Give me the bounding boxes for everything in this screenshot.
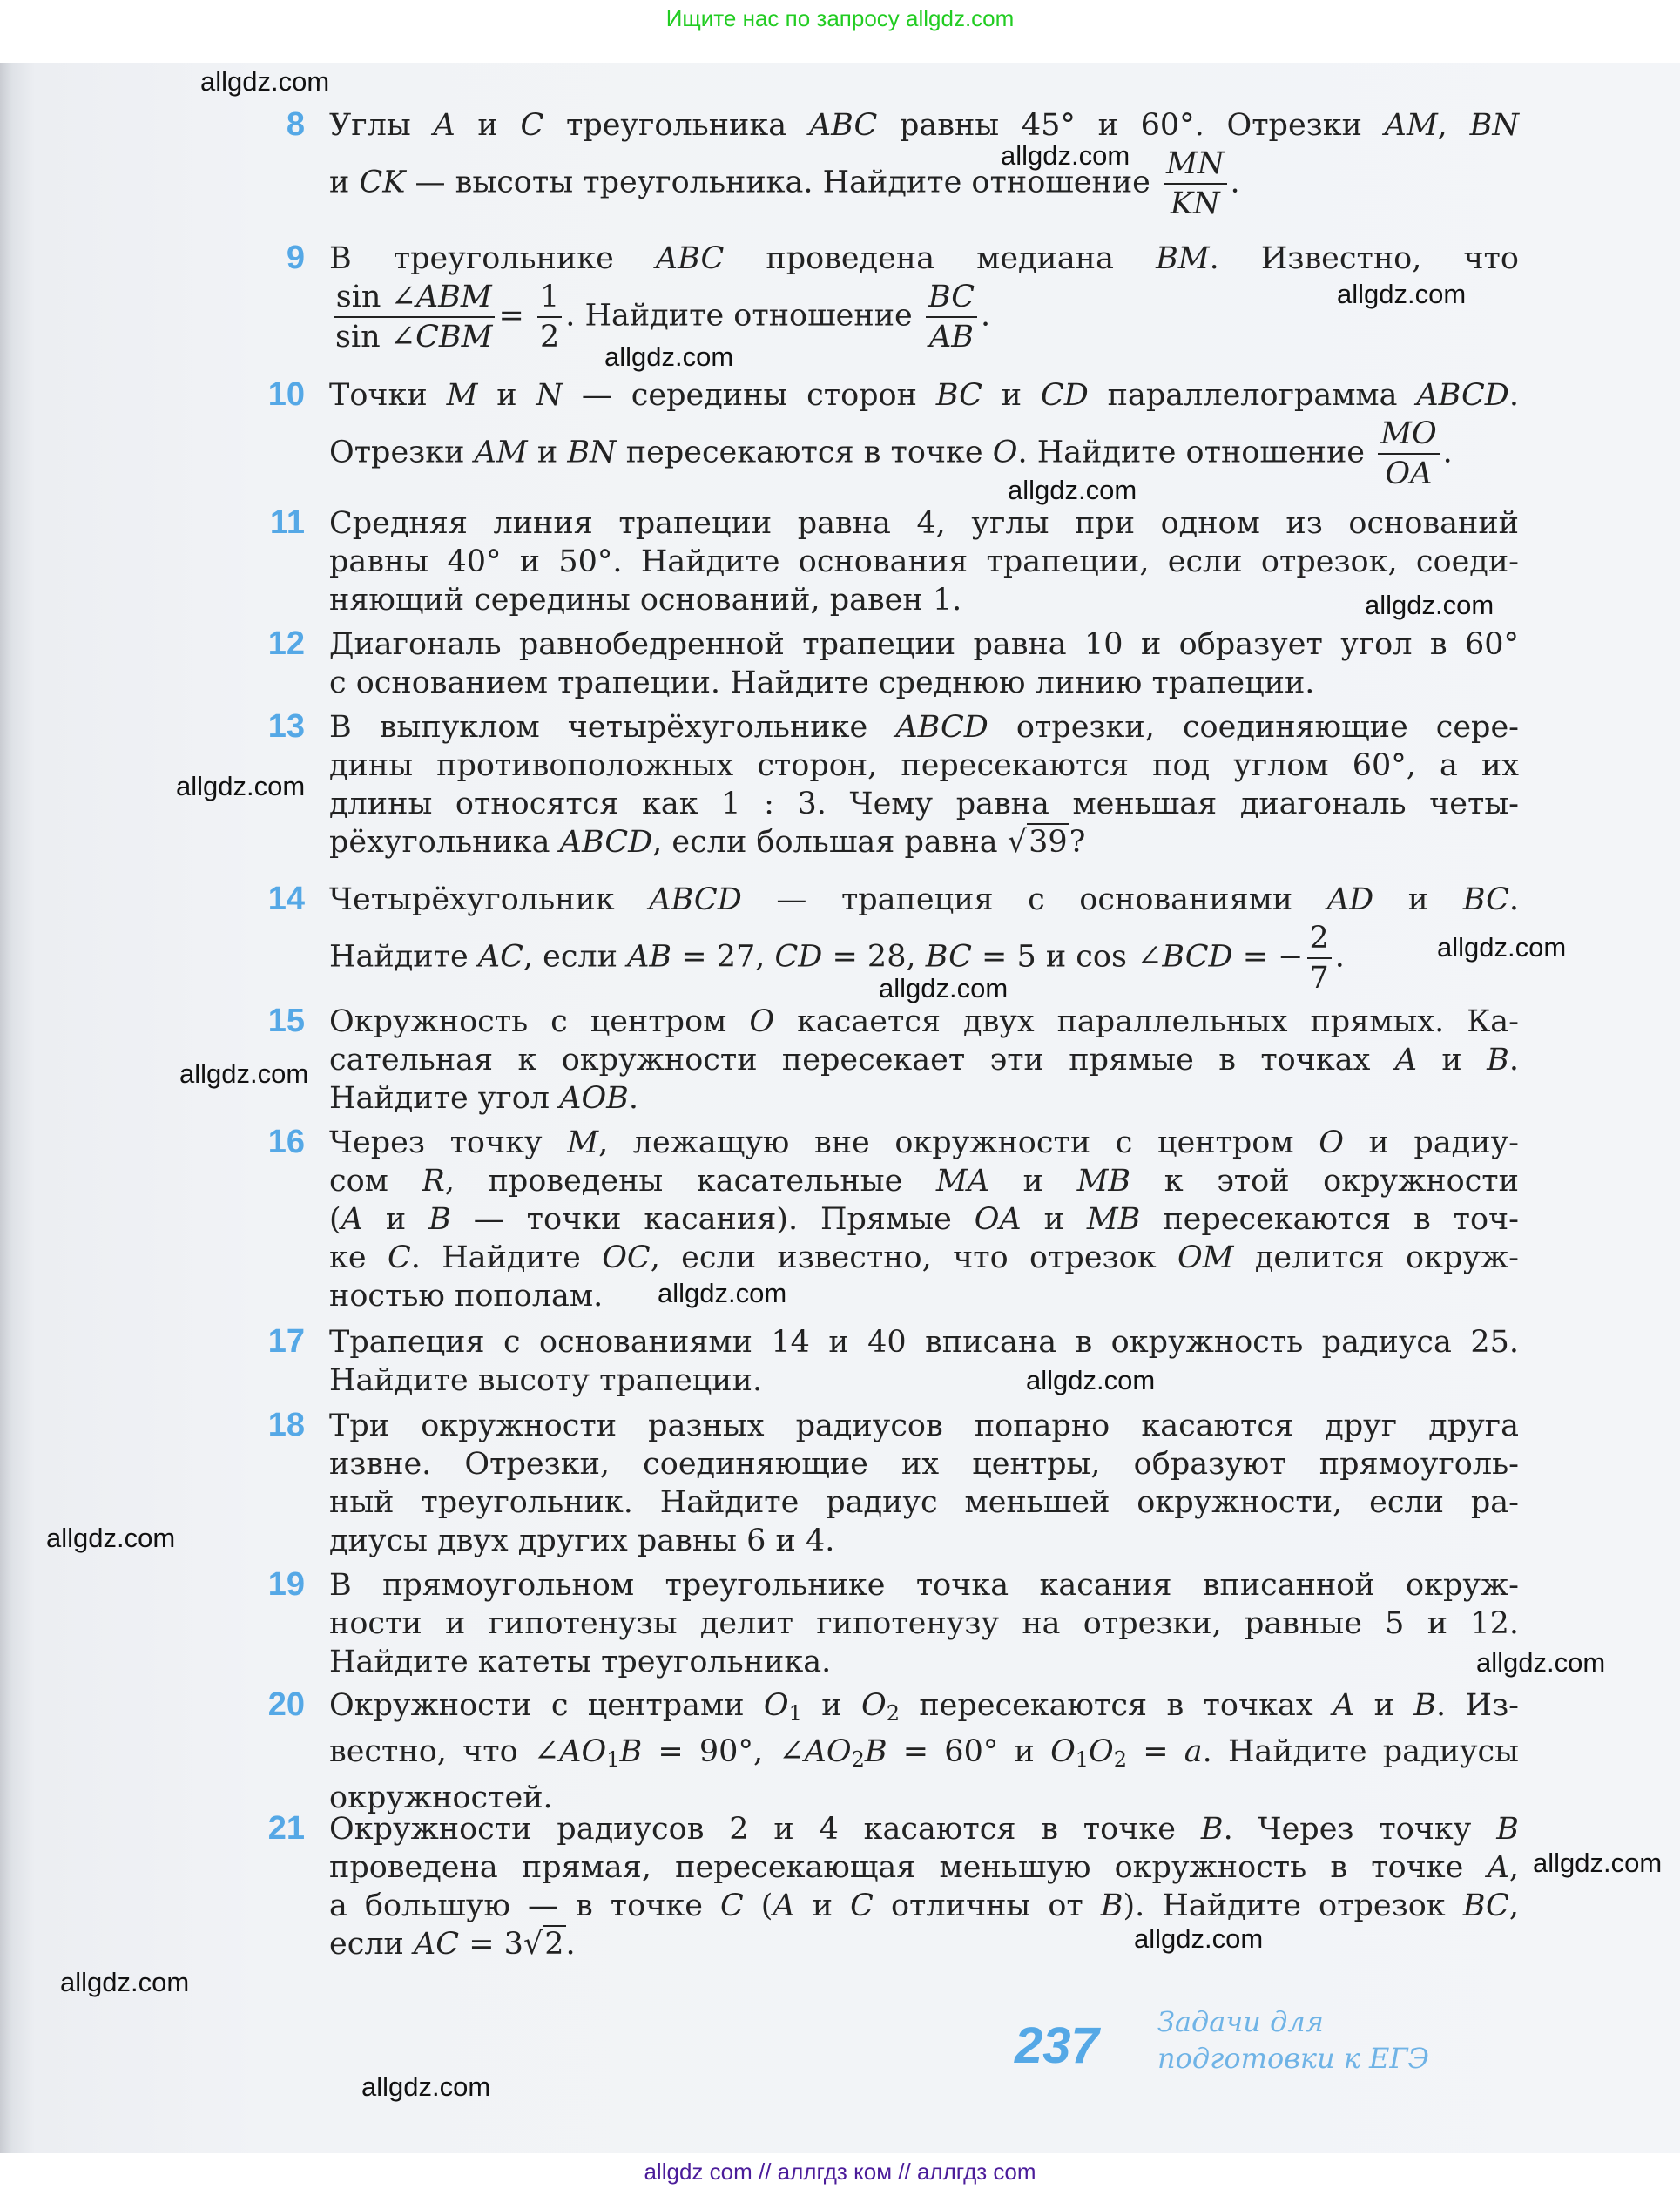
problem-number: 19	[267, 1566, 305, 1603]
math-variable: CD	[774, 939, 823, 975]
problem-text-line	[329, 881, 1519, 919]
problem-number: 14	[267, 881, 305, 917]
text-segment: Найдите высоту трапеции.	[329, 1363, 763, 1398]
text-segment: к этой окружности	[1130, 1164, 1519, 1199]
problem-number: 10	[267, 376, 305, 413]
text-segment: Отрезки	[329, 435, 475, 470]
math-variable: B	[1100, 1888, 1123, 1923]
fraction-denominator	[1307, 959, 1332, 997]
bottom-banner[interactable]: allgdz com // аллгдз ком // аллгдз com	[644, 2159, 1036, 2185]
text-segment: — точки касания). Прямые	[450, 1202, 975, 1237]
math-variable: O	[1319, 1125, 1344, 1160]
text-segment: , лежащую вне окружности с центром	[598, 1125, 1319, 1160]
math-variable: BC	[1462, 882, 1509, 917]
math-variable: B	[1496, 1812, 1519, 1847]
watermark: allgdz.com	[1365, 590, 1494, 620]
watermark: allgdz.com	[1008, 475, 1137, 505]
math-variable: O	[992, 435, 1018, 470]
page-number: 237	[1015, 2017, 1099, 2074]
watermark: allgdz.com	[200, 66, 330, 97]
fraction	[1307, 919, 1332, 997]
math-variable: CBM	[415, 320, 493, 355]
subscript: 2	[1113, 1747, 1128, 1772]
text-segment: извне. Отрезки, соединяющие их центры, образуют прямоуголь-	[329, 1447, 1519, 1482]
problem-text-line	[329, 1323, 1519, 1361]
text-segment: В треугольнике	[329, 241, 656, 276]
subscript: 1	[788, 1701, 802, 1726]
fraction-denominator	[927, 318, 976, 356]
text-segment: пересекаются в точке	[616, 435, 993, 470]
text-segment: sin ∠	[335, 320, 416, 355]
text-segment: и	[989, 1164, 1077, 1199]
math-variable: O	[1050, 1734, 1076, 1769]
text-segment: , проведены касательные	[444, 1164, 936, 1199]
text-segment: и	[982, 378, 1041, 413]
watermark: allgdz.com	[1337, 279, 1467, 309]
text-segment: В выпуклом четырёхугольнике	[329, 710, 896, 745]
problem-text-line	[329, 625, 1519, 664]
problem-12	[267, 625, 1519, 702]
watermark: allgdz.com	[176, 771, 306, 801]
math-variable: ABM	[415, 280, 492, 314]
text-segment: Точки	[329, 378, 447, 413]
problem-number: 12	[267, 625, 305, 662]
problem-text-line	[329, 664, 1519, 702]
section-title-line: Задачи для	[1157, 2005, 1324, 2038]
text-segment: .	[1334, 939, 1345, 975]
text-segment: , если	[523, 939, 628, 975]
problem-text-line	[329, 1686, 1519, 1733]
math-variable: ABC	[808, 108, 878, 143]
text-segment: окружностей.	[329, 1780, 553, 1815]
math-variable: ABCD	[1416, 378, 1509, 413]
text-segment: .	[1442, 435, 1453, 470]
problem-19	[267, 1566, 1519, 1681]
problem-text-line	[329, 708, 1519, 747]
watermark: allgdz.com	[1533, 1848, 1663, 1878]
problem-18	[267, 1407, 1519, 1560]
problem-text-line	[329, 504, 1519, 543]
math-variable: ABCD	[559, 825, 653, 860]
text-segment: рёхугольника	[329, 825, 560, 860]
radical-sign-icon: √	[1007, 825, 1028, 860]
fraction	[1164, 145, 1226, 223]
math-variable: B	[619, 1734, 643, 1769]
math-variable: AM	[1384, 108, 1438, 143]
problem-number: 13	[267, 708, 305, 745]
fraction	[1378, 415, 1440, 493]
math-variable: A	[341, 1202, 363, 1237]
watermark: allgdz.com	[1026, 1365, 1156, 1395]
text-segment: .	[1508, 1043, 1519, 1078]
problem-text-line	[329, 1277, 1519, 1315]
text-segment: няющий середины оснований, равен 1.	[329, 583, 962, 618]
watermark: allgdz.com	[1437, 932, 1567, 963]
problem-number: 18	[267, 1407, 305, 1443]
text-segment: Трапеция с основаниями 14 и 40 вписана в окружность радиуса 25.	[329, 1325, 1519, 1360]
problem-text-line	[329, 1079, 1519, 1118]
text-segment: сательная к окружности пересекает эти прямые в точках	[329, 1043, 1395, 1078]
text-segment: и	[329, 165, 360, 200]
math-variable: AC	[414, 1927, 460, 1962]
text-segment: отрезки, соединяющие сере-	[988, 710, 1519, 745]
watermark: allgdz.com	[879, 973, 1009, 1003]
math-variable: ABCD	[895, 710, 988, 745]
fraction	[333, 278, 496, 356]
math-variable: A	[1332, 1688, 1355, 1723]
watermark: allgdz.com	[658, 1278, 787, 1308]
fraction	[537, 278, 562, 356]
fraction-denominator	[537, 318, 562, 356]
section-title-line: подготовки к ЕГЭ	[1157, 2042, 1430, 2075]
math-variable: AB	[627, 939, 672, 975]
problem-number: 8	[286, 106, 305, 143]
fraction-numerator	[926, 278, 977, 318]
math-variable: AB	[928, 320, 974, 355]
watermark: allgdz.com	[1001, 140, 1130, 171]
fraction-denominator	[333, 318, 496, 356]
text-segment: (	[329, 1202, 341, 1237]
math-variable: B	[1200, 1812, 1224, 1847]
fraction	[926, 278, 977, 356]
text-segment: диусы двух других равны 6 и 4.	[329, 1524, 835, 1558]
text-segment: .	[981, 298, 991, 334]
text-segment: дины противоположных сторон, пересекаются под углом 60°, а их	[329, 748, 1519, 783]
text-segment: = 28,	[822, 939, 926, 975]
math-variable: a	[1184, 1734, 1203, 1769]
fraction-numerator	[334, 278, 495, 318]
text-segment: и радиу-	[1343, 1125, 1519, 1160]
text-segment: ный треугольник. Найдите радиус меньшей окружности, если ра-	[329, 1485, 1519, 1520]
problem-text-line	[329, 1162, 1519, 1200]
fraction-numerator	[1378, 415, 1440, 455]
problem-number: 9	[286, 240, 305, 276]
text-segment: .	[1230, 165, 1240, 200]
text-segment: — середины сторон	[563, 378, 936, 413]
text-segment: Через точку	[329, 1125, 568, 1160]
math-variable: O	[749, 1004, 775, 1039]
problem-10	[267, 376, 1519, 493]
square-root	[1008, 823, 1069, 861]
text-segment: . Через точку	[1223, 1812, 1497, 1847]
text-segment: проведена медиана	[724, 241, 1157, 276]
text-segment: равны 40° и 50°. Найдите основания трапеции, если отрезок, соеди-	[329, 544, 1519, 579]
text-segment: . Найдите отношение	[565, 298, 922, 334]
text-segment: касается двух параллельных прямых. Ка-	[774, 1004, 1519, 1039]
problem-text-line	[329, 1522, 1519, 1560]
text-segment: 1	[539, 280, 560, 314]
problem-number: 20	[267, 1686, 305, 1723]
text-segment: = 3	[459, 1927, 523, 1962]
math-variable: MB	[1076, 1164, 1131, 1199]
text-segment: Средняя линия трапеции равна 4, углы при одном из оснований	[329, 506, 1519, 541]
text-segment: . Найдите радиусы	[1202, 1734, 1520, 1769]
text-segment: пересекаются в точ-	[1140, 1202, 1519, 1237]
fraction-numerator	[1307, 919, 1332, 959]
text-segment: равны 45° и 60°. Отрезки	[877, 108, 1385, 143]
text-segment: 2	[1309, 921, 1329, 956]
watermark: allgdz.com	[1476, 1647, 1606, 1678]
text-segment: .	[565, 1927, 576, 1962]
problem-text-line	[329, 1848, 1519, 1887]
math-variable: A	[1487, 1850, 1509, 1885]
fraction-denominator	[1382, 455, 1434, 493]
text-segment: = 60° и	[887, 1734, 1051, 1769]
text-segment: Диагональ равнобедренной трапеции равна 10 и образует угол в 60°	[329, 627, 1519, 662]
problem-text-line	[329, 1643, 1519, 1681]
section-title	[1157, 2003, 1429, 2077]
problem-text-line	[329, 1361, 1519, 1400]
text-segment: — высоты треугольника. Найдите отношение	[405, 165, 1161, 200]
text-segment: и	[527, 435, 568, 470]
math-variable: OA	[974, 1202, 1022, 1237]
radicand: 39	[1029, 825, 1068, 860]
text-segment: Четырёхугольник	[329, 882, 650, 917]
math-variable: C	[387, 1240, 411, 1275]
text-segment: и	[1021, 1202, 1087, 1237]
text-segment: , если большая равна	[652, 825, 1008, 860]
problem-text-line	[329, 1003, 1519, 1041]
text-segment: пересекаются в точках	[899, 1688, 1333, 1723]
problem-text-line	[329, 376, 1519, 415]
problem-text-line	[329, 823, 1519, 861]
math-variable: MB	[1086, 1202, 1141, 1237]
math-variable: BC	[928, 280, 975, 314]
problem-15	[267, 1003, 1519, 1118]
text-segment: .	[1508, 378, 1519, 413]
math-variable: AO	[559, 1734, 607, 1769]
math-variable: OM	[1177, 1240, 1234, 1275]
math-variable: ABCD	[649, 882, 742, 917]
math-variable: BM	[1156, 241, 1210, 276]
text-segment: и	[477, 378, 536, 413]
text-segment: и	[1354, 1688, 1414, 1723]
text-segment: вестно, что ∠	[329, 1734, 560, 1769]
text-segment: =	[498, 298, 534, 334]
text-segment: ,	[1508, 1850, 1519, 1885]
math-variable: N	[536, 378, 563, 413]
text-segment: Углы	[329, 108, 434, 143]
problem-text-line	[329, 415, 1519, 493]
fraction-numerator	[1164, 145, 1226, 185]
math-variable: C	[850, 1888, 874, 1923]
math-variable: AC	[477, 939, 523, 975]
math-variable: ABC	[655, 241, 725, 276]
math-variable: B	[1487, 1043, 1509, 1078]
text-segment: Найдите угол	[329, 1081, 560, 1116]
subscript: 2	[851, 1747, 865, 1772]
math-variable: O	[763, 1688, 789, 1723]
problem-text-line	[329, 1041, 1519, 1079]
math-variable: AOB	[559, 1081, 629, 1116]
text-segment: параллелограмма	[1088, 378, 1417, 413]
text-segment: длины относятся как 1 : 3. Чему равна меньшая диагональ четы-	[329, 787, 1519, 821]
problem-number: 16	[267, 1124, 305, 1160]
math-variable: B	[1413, 1688, 1437, 1723]
math-variable: OC	[602, 1240, 651, 1275]
text-segment: = −	[1232, 939, 1304, 975]
text-segment: В прямоугольном треугольнике точка касания вписанной окруж-	[329, 1568, 1519, 1603]
watermark: allgdz.com	[604, 341, 734, 372]
math-variable: CD	[1040, 378, 1089, 413]
problem-11	[269, 504, 1519, 619]
text-segment: а большую — в точке	[329, 1888, 720, 1923]
problem-text-line	[329, 145, 1519, 223]
subscript: 1	[606, 1747, 620, 1772]
math-variable: A	[1394, 1043, 1418, 1078]
problem-13	[267, 708, 1519, 861]
math-variable: MO	[1380, 416, 1437, 451]
problem-text-line	[329, 581, 1519, 619]
text-segment: .	[628, 1081, 639, 1116]
math-variable: MN	[1166, 146, 1225, 181]
problem-text-line	[329, 1200, 1519, 1239]
text-segment: и	[801, 1688, 861, 1723]
text-segment: = 90°, ∠	[642, 1734, 805, 1769]
text-segment: треугольника	[543, 108, 809, 143]
math-variable: AD	[1326, 882, 1374, 917]
problem-text-line	[329, 240, 1519, 278]
text-segment: Окружности с центрами	[329, 1688, 764, 1723]
problem-17	[267, 1323, 1519, 1400]
watermark: allgdz.com	[46, 1523, 176, 1553]
text-segment: . Найдите	[410, 1240, 603, 1275]
watermark: allgdz.com	[60, 1967, 190, 1997]
problem-number: 21	[267, 1810, 305, 1847]
text-segment: ). Найдите отрезок	[1123, 1888, 1463, 1923]
subscript: 2	[886, 1701, 900, 1726]
text-segment: проведена прямая, пересекающая меньшую окружность в точке	[329, 1850, 1488, 1885]
math-variable: AM	[474, 435, 528, 470]
text-segment: . Известно, что	[1209, 241, 1519, 276]
text-segment: отличны от	[873, 1888, 1101, 1923]
problem-number: 11	[269, 504, 305, 541]
problem-number: 17	[267, 1323, 305, 1360]
problem-text-line	[329, 1566, 1519, 1605]
text-segment: сом	[329, 1164, 422, 1199]
math-variable: BN	[567, 435, 617, 470]
math-variable: C	[520, 108, 544, 143]
text-segment: делится окруж-	[1233, 1240, 1520, 1275]
text-segment: =	[1127, 1734, 1184, 1769]
problem-text-line	[329, 1605, 1519, 1643]
text-segment: с основанием трапеции. Найдите среднюю линию трапеции.	[329, 665, 1315, 700]
math-variable: O	[860, 1688, 887, 1723]
text-segment: .	[1508, 882, 1519, 917]
text-segment: ке	[329, 1240, 388, 1275]
text-segment: если	[329, 1927, 415, 1962]
problem-text-line	[329, 1407, 1519, 1445]
math-variable: CK	[359, 165, 406, 200]
math-variable: BC	[935, 378, 982, 413]
math-variable: O	[1089, 1734, 1114, 1769]
problem-text-line	[329, 1925, 1519, 1963]
math-variable: OA	[1385, 456, 1433, 491]
text-segment: и	[362, 1202, 429, 1237]
square-root	[523, 1925, 566, 1963]
problem-number: 15	[267, 1003, 305, 1039]
text-segment: 7	[1309, 961, 1329, 996]
math-variable: BCD	[1162, 939, 1233, 975]
radicand: 2	[544, 1927, 564, 1962]
math-variable: M	[567, 1125, 599, 1160]
problem-text-line	[329, 1239, 1519, 1277]
text-segment: Найдите катеты треугольника.	[329, 1645, 832, 1679]
math-variable: A	[433, 108, 455, 143]
text-segment: ностью пополам.	[329, 1279, 604, 1314]
text-segment: — трапеция с основаниями	[741, 882, 1327, 917]
math-variable: R	[422, 1164, 445, 1199]
text-segment: sin ∠	[335, 280, 416, 314]
problem-21	[267, 1810, 1519, 1963]
text-segment: ности и гипотенузы делит гипотенузу на отрезки, равные 5 и 12.	[329, 1606, 1519, 1641]
watermark: allgdz.com	[179, 1058, 309, 1089]
problem-text-line	[329, 1445, 1519, 1483]
problem-text-line	[329, 1887, 1519, 1925]
fraction-numerator	[537, 278, 562, 318]
text-segment: Найдите	[329, 939, 478, 975]
problem-text-line	[329, 106, 1519, 145]
watermark: allgdz.com	[361, 2071, 491, 2102]
text-segment: и	[455, 108, 521, 143]
text-segment: 2	[539, 320, 560, 355]
text-segment: ,	[1508, 1888, 1519, 1923]
text-segment: = 5 и cos ∠	[971, 939, 1163, 975]
text-segment: = 27,	[671, 939, 775, 975]
problem-text-line	[329, 1810, 1519, 1848]
top-banner[interactable]: Ищите нас по запросу allgdz.com	[665, 5, 1015, 31]
math-variable: BC	[1462, 1888, 1509, 1923]
math-variable: M	[446, 378, 478, 413]
math-variable: BC	[925, 939, 972, 975]
math-variable: A	[773, 1888, 795, 1923]
text-segment: Окружности радиусов 2 и 4 касаются в точке	[329, 1812, 1201, 1847]
problem-8	[286, 106, 1519, 223]
text-segment: . Из-	[1436, 1688, 1519, 1723]
problem-text-line	[329, 543, 1519, 581]
math-variable: B	[428, 1202, 451, 1237]
text-segment: и	[1373, 882, 1463, 917]
radical-sign-icon: √	[523, 1927, 543, 1962]
math-variable: B	[864, 1734, 887, 1769]
text-segment: ,	[1437, 108, 1470, 143]
math-variable: C	[719, 1888, 744, 1923]
text-segment: . Найдите отношение	[1017, 435, 1375, 470]
math-variable: BN	[1469, 108, 1519, 143]
watermark: allgdz.com	[1134, 1923, 1264, 1954]
text-segment: и	[794, 1888, 851, 1923]
text-segment: Окружность с центром	[329, 1004, 750, 1039]
problem-text-line	[329, 785, 1519, 823]
problem-text-line	[329, 1733, 1519, 1779]
problem-text-line	[329, 1124, 1519, 1162]
text-segment: , если известно, что отрезок	[650, 1240, 1177, 1275]
problem-text-line	[329, 1483, 1519, 1522]
math-variable: AO	[804, 1734, 852, 1769]
text-segment: Три окружности разных радиусов попарно касаются друг друга	[329, 1409, 1519, 1443]
text-segment: ?	[1069, 825, 1086, 860]
math-variable: MA	[935, 1164, 990, 1199]
problem-text-line	[329, 747, 1519, 785]
text-segment: (	[743, 1888, 773, 1923]
text-segment: и	[1417, 1043, 1488, 1078]
problem-16	[267, 1124, 1520, 1315]
fraction-denominator	[1168, 185, 1223, 223]
subscript: 1	[1075, 1747, 1090, 1772]
math-variable: KN	[1170, 186, 1220, 221]
problem-20	[267, 1686, 1520, 1817]
